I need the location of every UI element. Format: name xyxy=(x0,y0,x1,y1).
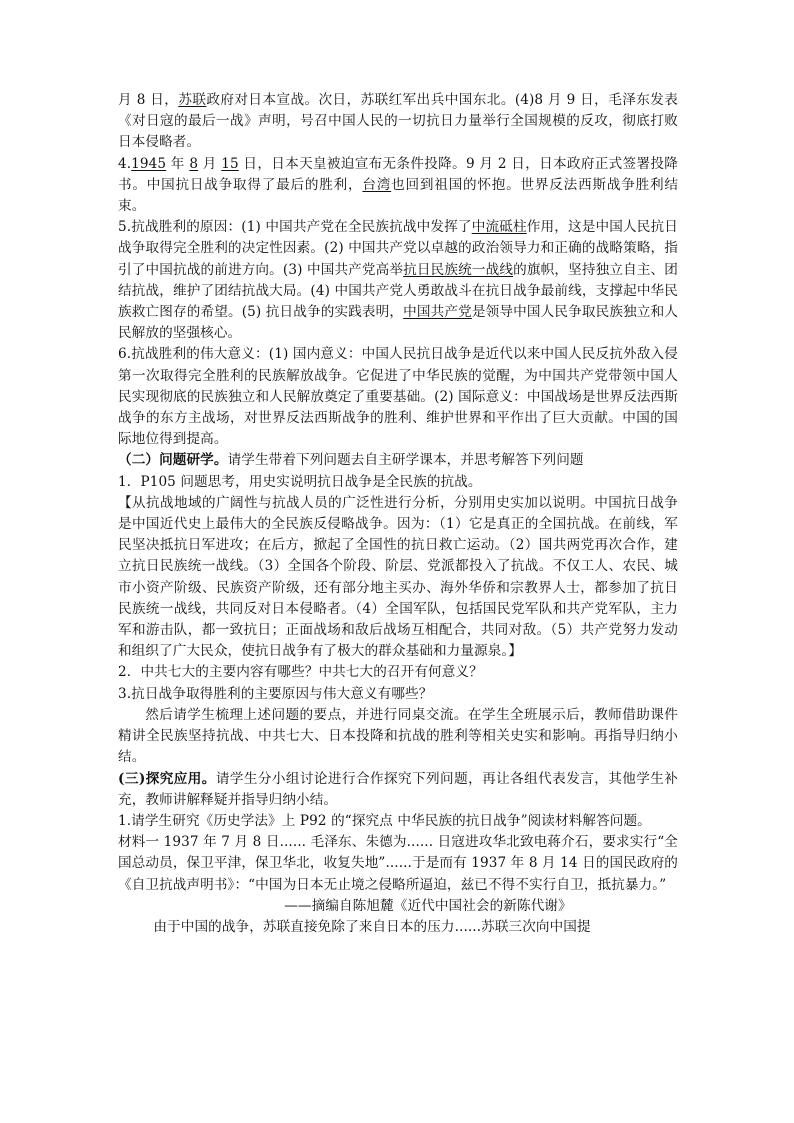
text-run: 请学生分小组讨论进行合作探究下列问题，再让各组代表发言，其他学生补充，教师讲解释疑并指导归纳小结。 xyxy=(118,770,678,808)
question-1: 1．P105 问题思考，用史实说明抗日战争是全民族的抗战。 xyxy=(118,473,482,490)
text-run: 日，日本天皇被迫宣布无条件投降。9 月 2 日，日本政府正式签署投降书。中国抗日战争取得了最后的胜利， xyxy=(118,155,678,193)
underlined-term: 台湾 xyxy=(362,176,392,193)
text-run: 4. xyxy=(118,155,132,172)
section-problem-study xyxy=(118,450,678,471)
text-run: 作用，这是中国人民抗日战争取得完全胜利的决定性因素。(2) 中国共产党以卓越的政治领导力和正确的战略策略，指引了中国抗战的前进方向。(3) 中国共产党高举 xyxy=(118,219,678,278)
text-run: 的旗帜，坚持独立自主、团结抗战，维护了团结抗战大局。(4) 中国共产党人勇敢战斗在抗日战争最前线，支撑起中华民族救亡图存的希望。(5) 抗日战争的实践表明， xyxy=(118,261,678,321)
text-run: 5.抗战胜利的原因：(1) 中国共产党在全民族抗战中发挥了 xyxy=(118,219,472,236)
text-run: 年 xyxy=(166,155,190,172)
paragraph-then: 然后请学生梳理上述问题的要点，并进行同桌交流。在学生全班展示后，教师借助课件精讲全民族坚持抗战、中共七大、日本投降和抗战的胜利等相关史实和影响。再指导归纳小结。 xyxy=(118,706,678,766)
material-2: 由于中国的战争，苏联直接免除了来自日本的压力......苏联三次向中国提 xyxy=(153,918,591,935)
section-heading: (三)探究应用。 xyxy=(118,770,216,787)
exercise-1: 1.请学生研究《历史学法》上 P92 的“探究点 中华民族的抗日战争”阅读材料解答问题。 xyxy=(118,812,651,829)
underlined-term: 抗日民族统一战线 xyxy=(403,261,514,278)
text-run: 也回到祖国的怀抱。世界反法西斯战争胜利结束。 xyxy=(118,176,679,215)
underlined-term: 中流砥柱 xyxy=(471,219,527,236)
material-source: ——摘编自陈旭麓《近代中国社会的新陈代谢》 xyxy=(284,897,572,914)
section-inquiry xyxy=(118,769,678,811)
underlined-term: 中国共产党 xyxy=(403,304,472,321)
paragraph-victory-significance: 6.抗战胜利的伟大意义：(1) 国内意义：中国人民抗日战争是近代以来中国人民反抗外敌入侵第一次取得完全胜利的民族解放战争。它促进了中华民族的觉醒，为中国共产党带领中国人民实现彻底的民族独立和人民解放奠定了重要基础。(2) 国际意义：中国战场是世界反法西斯战争的东方主战场，对世界反法西斯战争的胜利、维护世界和平作出了巨大贡献。中国的国际地位得到提高。 xyxy=(118,346,678,448)
section-heading: （二）问题研学。 xyxy=(118,452,228,469)
material-1: 材料一 1937 年 7 月 8 日...... 毛泽东、朱德为...... 日寇进攻华北致电蒋介石，要求实行“全国总动员，保卫平津，保卫华北，收复失地”......于是而有 1937 年 8 月 14 日的国民政府的《自卫抗战声明书》：“中国为日本无止境之侵略所逼迫，兹已不得不实行自卫，抵抗暴力。” xyxy=(118,834,678,893)
paragraph-japan-surrender xyxy=(118,154,678,218)
text-run: 月 8 日， xyxy=(118,92,179,108)
question-2: 2．中共七大的主要内容有哪些？中共七大的召开有何意义？ xyxy=(118,664,483,681)
text-run: 是领导中国人民争取民族独立和人民解放的坚强核心。 xyxy=(118,304,679,342)
question-3: 3.抗日战争取得胜利的主要原因与伟大意义有哪些？ xyxy=(118,685,433,702)
text-run: 请学生带着下列问题去自主研学课本，并思考解答下列问题 xyxy=(227,452,584,469)
underlined-day: 15 xyxy=(221,155,239,172)
paragraph-victory-reasons xyxy=(118,217,678,344)
underlined-term: 苏联 xyxy=(178,92,207,108)
answer-1: 【从抗战地域的广阔性与抗战人员的广泛性进行分析，分别用史实加以说明。中国抗日战争是中国近代史上最伟大的全民族反侵略战争。因为：（1）它是真正的全国抗战。在前线，军民坚决抵抗日军进攻；在后方，掀起了全国性的抗日救亡运动。（2）国共两党再次合作，建立抗日民族统一战线。（3）全国各个阶段、阶层、党派都投入了抗战。不仅工人、农民、城市小资产阶级、民族资产阶级，还有部分地主买办、海外华侨和宗教界人士，都参加了抗日民族统一战线，共同反对日本侵略者。（4）全国军队，包括国民党军队和共产党军队，主力军和游击队，都一致抗日；正面战场和敌后战场互相配合，共同对敌。（5）共产党努力发动和组织了广大民众，使抗日战争有了极大的群众基础和力量源泉。】 xyxy=(118,494,678,660)
paragraph-soviet-war xyxy=(118,90,678,154)
text-run: 政府对日本宣战。次日，苏联红军出兵中国东北。(4)8 月 9 日，毛泽东发表《对日寇的最后一战》声明，号召中国人民的一切抗日力量举行全国规模的反攻，彻底打败日本侵略者。 xyxy=(118,92,678,151)
underlined-year: 1945 xyxy=(131,155,167,172)
underlined-month: 8 xyxy=(189,155,199,172)
text-run: 月 xyxy=(198,155,222,172)
document-page xyxy=(118,90,678,938)
